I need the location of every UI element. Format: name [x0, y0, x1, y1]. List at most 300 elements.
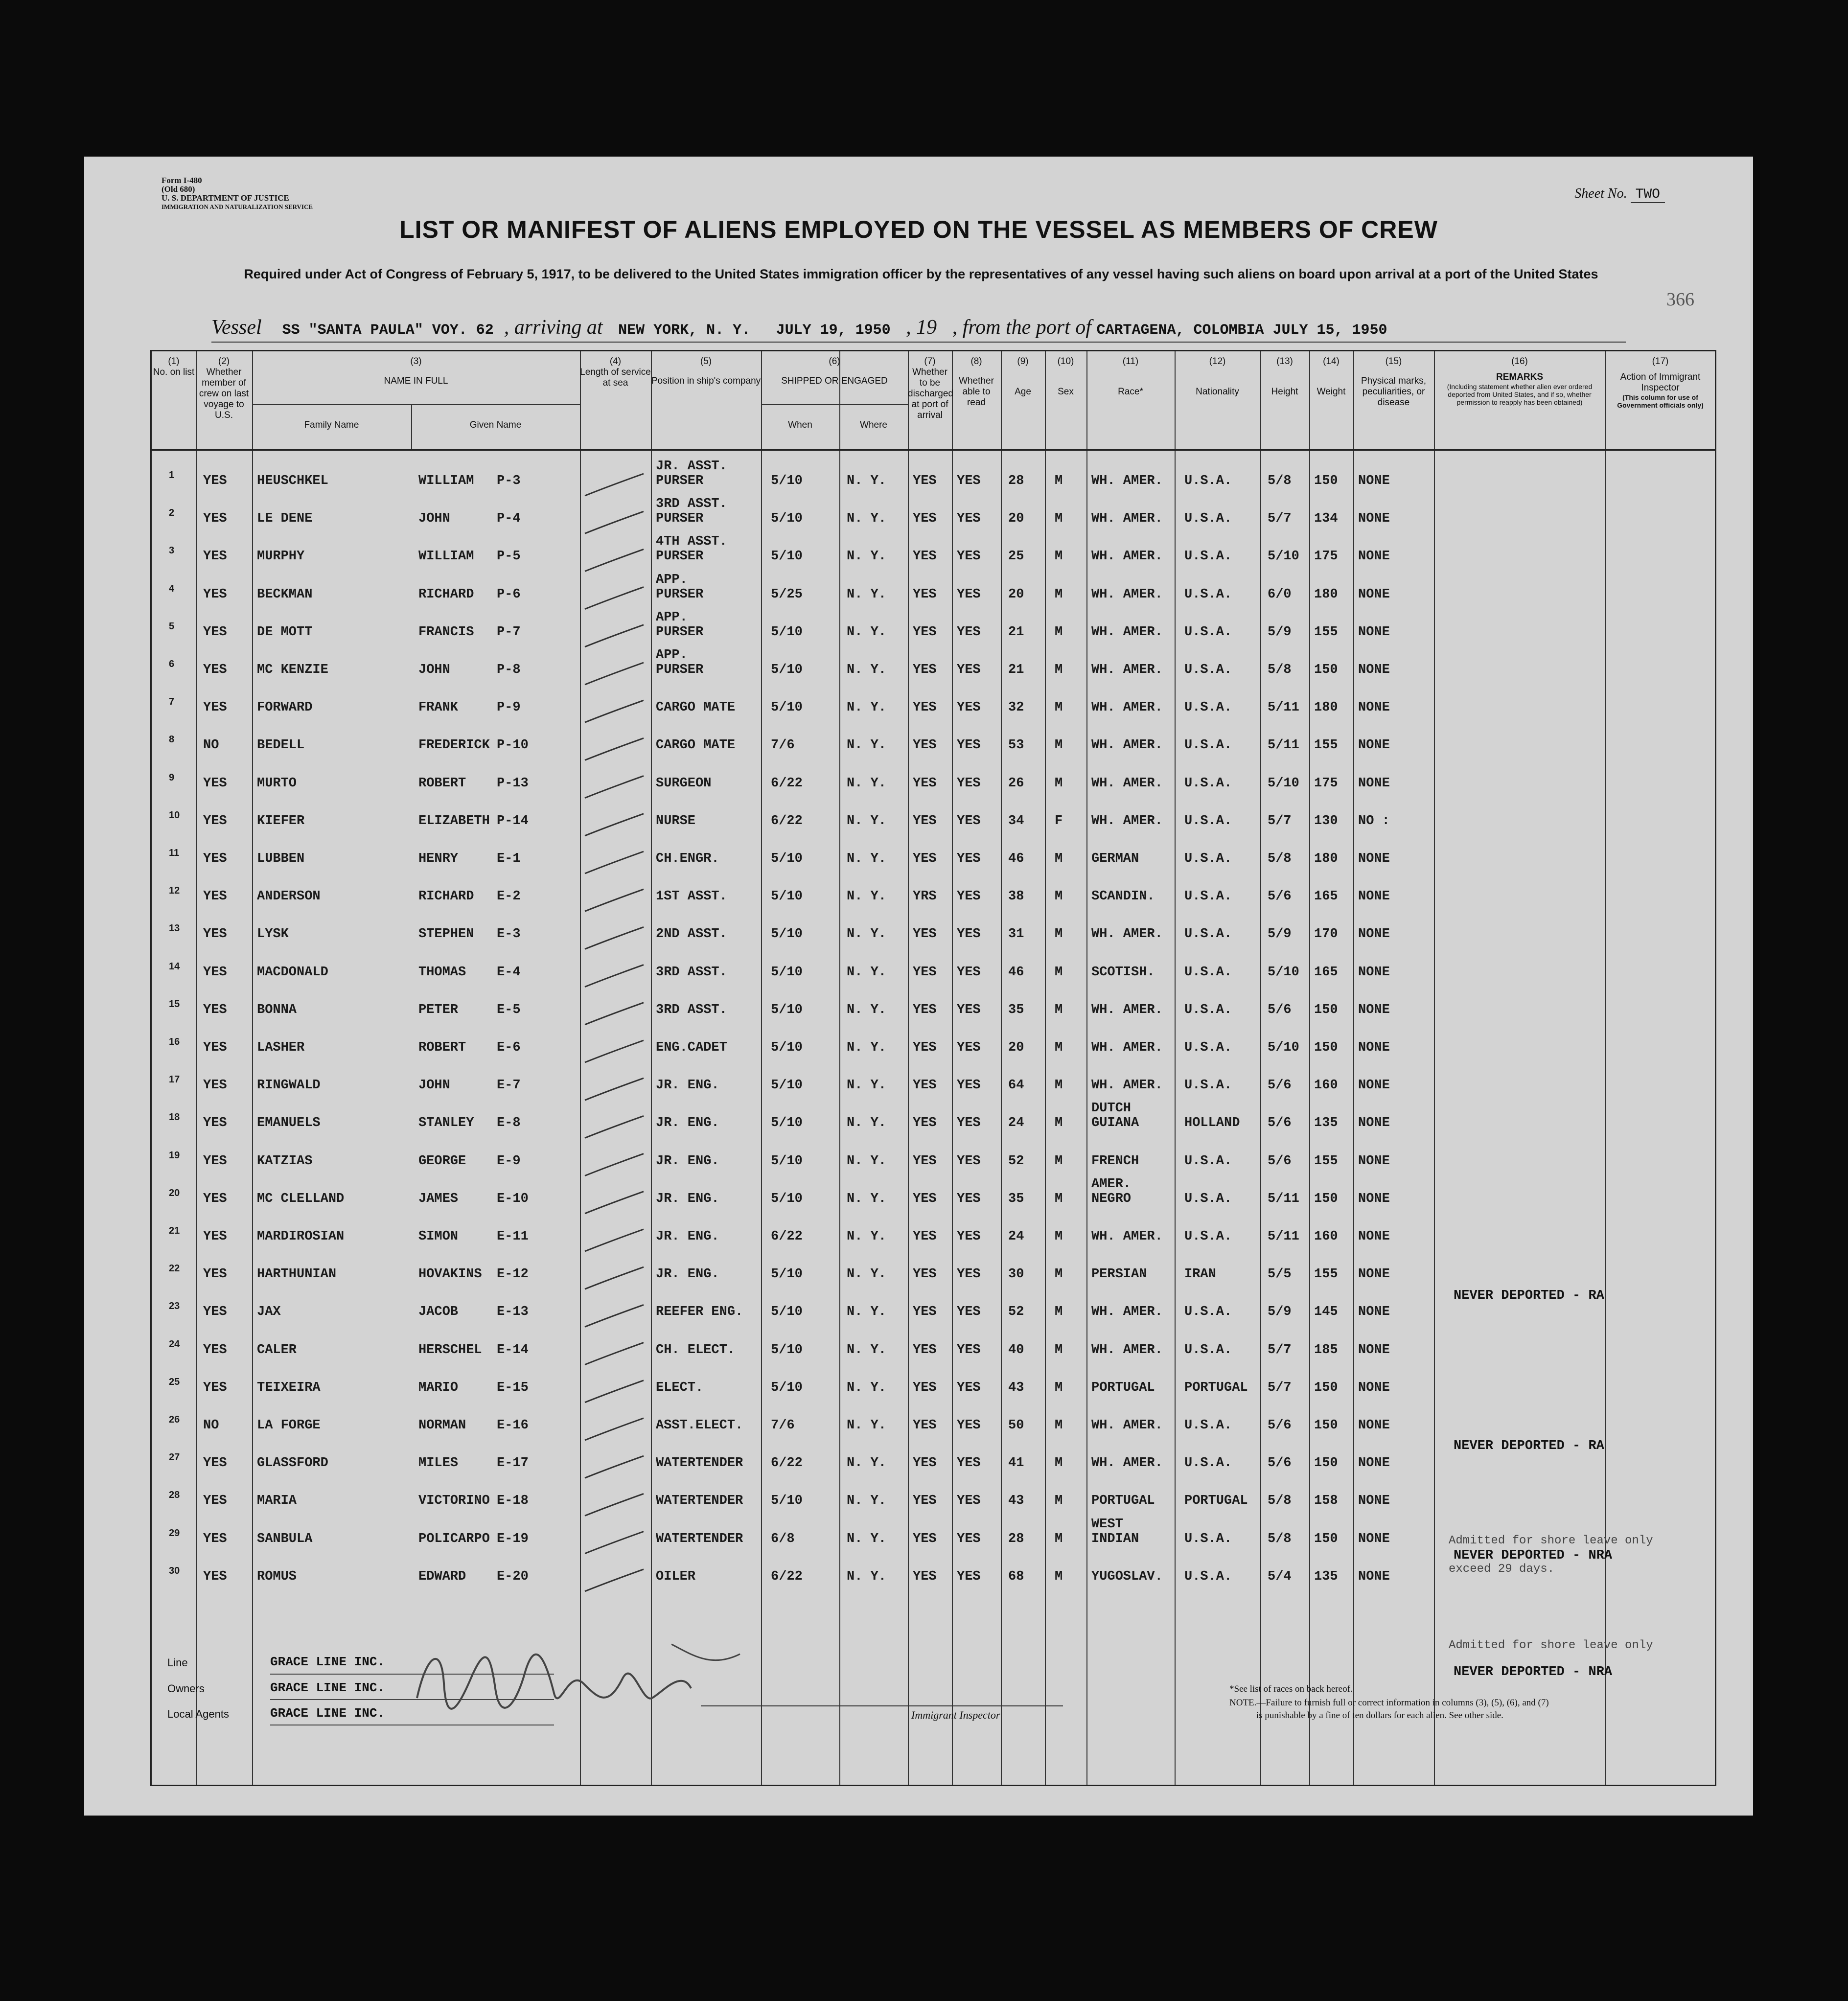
cell-marks: NONE [1358, 624, 1390, 640]
cell-prev: YES [203, 1305, 227, 1320]
cell-sex: F [1055, 813, 1063, 828]
cell-where: N. Y. [847, 511, 887, 527]
cell-when: 5/25 [771, 587, 803, 602]
cell-height: 5/7 [1268, 1380, 1292, 1395]
cell-position: 3RD ASST. [656, 497, 727, 512]
cell-read: YES [957, 1267, 981, 1282]
cell-marks: NONE [1358, 1342, 1390, 1357]
cell-given: WILLIAM [418, 549, 474, 564]
cell-marks: NONE [1358, 927, 1390, 942]
cell-discharged: YES [913, 1418, 937, 1433]
cell-read: YES [957, 587, 981, 602]
service-tick-mark [585, 1380, 644, 1403]
cell-position: 3RD ASST. [656, 965, 727, 980]
cell-given: ELIZABETH [418, 813, 490, 828]
cell-weight: 150 [1314, 663, 1338, 677]
cell-age: 41 [1008, 1456, 1024, 1471]
agents-label: Local Agents [167, 1708, 229, 1720]
service-tick-mark [585, 700, 644, 722]
cell-sex: M [1055, 1380, 1063, 1395]
cell-code: E-14 [497, 1342, 529, 1357]
cell-code: E-13 [497, 1305, 529, 1320]
cell-position: 3RD ASST. [656, 1002, 727, 1017]
cell-family: MURTO [257, 776, 297, 791]
cell-race: FRENCH [1091, 1153, 1139, 1169]
service-tick-mark [585, 625, 644, 647]
cell-code: P-5 [497, 549, 521, 564]
cell-age: 35 [1008, 1191, 1024, 1206]
cell-given: MILES [418, 1456, 459, 1471]
cell-when: 7/6 [771, 1418, 795, 1433]
cell-when: 6/22 [771, 813, 803, 828]
cell-given: FRANCIS [418, 624, 474, 640]
cell-when: 5/10 [771, 889, 803, 904]
cell-discharged: YES [913, 813, 937, 828]
cell-nationality: HOLLAND [1184, 1116, 1240, 1131]
cell-age: 38 [1008, 889, 1024, 904]
cell-sex: M [1055, 851, 1063, 866]
owners-underline [270, 1699, 554, 1700]
cell-given: THOMAS [418, 965, 466, 980]
cell-position-line2: PURSER [656, 663, 704, 677]
cell-given: JACOB [418, 1305, 459, 1320]
service-tick-mark [585, 1305, 644, 1327]
table-row [152, 1150, 1605, 1183]
cell-weight: 135 [1314, 1569, 1338, 1584]
cell-where: N. Y. [847, 813, 887, 828]
cell-weight: 180 [1314, 700, 1338, 715]
vessel-underline [211, 342, 1626, 343]
service-tick-mark [585, 474, 644, 496]
cell-age: 43 [1008, 1380, 1024, 1395]
header-prev-voyage: (2) Whether member of crew on last voyage to U.S. [199, 356, 249, 420]
cell-sex: M [1055, 511, 1063, 527]
cell-family: LA FORGE [257, 1418, 321, 1433]
cell-race: PERSIAN [1091, 1267, 1147, 1282]
cell-code: E-5 [497, 1002, 521, 1017]
line-underline [270, 1674, 554, 1675]
cell-family: JAX [257, 1305, 281, 1320]
cell-discharged: YES [913, 474, 937, 488]
cell-code: E-9 [497, 1153, 521, 1169]
cell-given: PETER [418, 1002, 459, 1017]
cell-weight: 170 [1314, 927, 1338, 942]
service-tick-mark [585, 738, 644, 760]
cell-marks: NO : [1358, 813, 1390, 828]
header-sex: (10) Sex [1057, 356, 1074, 397]
cell-discharged: YES [913, 1569, 937, 1584]
cell-discharged: YES [913, 1191, 937, 1206]
table-row [152, 734, 1605, 767]
cell-prev: YES [203, 1569, 227, 1584]
cell-where: N. Y. [847, 1305, 887, 1320]
cell-height: 5/5 [1268, 1267, 1292, 1282]
cell-position-line2: PURSER [656, 549, 704, 564]
cell-given: ROBERT [418, 1040, 466, 1055]
cell-no: 20 [169, 1187, 180, 1198]
arrival-date: JULY 19, 1950 [776, 322, 891, 339]
cell-no: 5 [169, 621, 175, 632]
cell-discharged: YRS [913, 889, 937, 904]
cell-nationality: U.S.A. [1184, 965, 1232, 980]
cell-position: REEFER ENG. [656, 1305, 743, 1320]
header-remarks: (16) REMARKS (Including statement whether alien ever ordered deported from United States, and if so, whether permission to reapply has been obtained) [1447, 356, 1593, 406]
cell-where: N. Y. [847, 776, 887, 791]
cell-marks: NONE [1358, 1078, 1390, 1093]
cell-discharged: YES [913, 1002, 937, 1017]
line-label: Line [167, 1656, 188, 1669]
cell-given: FREDERICK [418, 738, 490, 753]
cell-read: YES [957, 1078, 981, 1093]
cell-family: ANDERSON [257, 889, 321, 904]
cell-where: N. Y. [847, 1342, 887, 1357]
cell-height: 5/9 [1268, 1305, 1292, 1320]
cell-prev: NO [203, 1418, 219, 1433]
arriving-port: NEW YORK, N. Y. [618, 322, 751, 339]
cell-weight: 155 [1314, 1153, 1338, 1169]
cell-age: 32 [1008, 700, 1024, 715]
vessel-label: Vessel [211, 316, 262, 339]
cell-race: WH. AMER. [1091, 624, 1163, 640]
cell-sex: M [1055, 1153, 1063, 1169]
service-tick-mark [585, 1154, 644, 1176]
cell-prev: YES [203, 965, 227, 980]
cell-where: N. Y. [847, 1002, 887, 1017]
cell-no: 14 [169, 961, 180, 972]
cell-when: 5/10 [771, 1494, 803, 1509]
cell-sex: M [1055, 1078, 1063, 1093]
cell-read: YES [957, 1569, 981, 1584]
header-height: (13) Height [1271, 356, 1298, 397]
cell-marks: NONE [1358, 1569, 1390, 1584]
cell-sex: M [1055, 1267, 1063, 1282]
owners-label: Owners [167, 1682, 205, 1695]
cell-height: 5/8 [1268, 1494, 1292, 1509]
cell-marks: NONE [1358, 700, 1390, 715]
cell-discharged: YES [913, 663, 937, 677]
cell-age: 28 [1008, 1531, 1024, 1546]
table-row [152, 696, 1605, 730]
cell-code: P-6 [497, 587, 521, 602]
cell-read: YES [957, 813, 981, 828]
cell-where: N. Y. [847, 738, 887, 753]
service-tick-mark [585, 1532, 644, 1554]
cell-given: HOVAKINS [418, 1267, 482, 1282]
cell-when: 6/22 [771, 776, 803, 791]
cell-height: 5/6 [1268, 1002, 1292, 1017]
cell-height: 5/6 [1268, 1456, 1292, 1471]
cell-family: LE DENE [257, 511, 313, 527]
header-given-name: Given Name [469, 420, 522, 430]
cell-weight: 175 [1314, 549, 1338, 564]
cell-given: STANLEY [418, 1116, 474, 1131]
cell-marks: NONE [1358, 1191, 1390, 1206]
cell-where: N. Y. [847, 1078, 887, 1093]
cell-family: BECKMAN [257, 587, 313, 602]
service-tick-mark [585, 814, 644, 836]
cell-weight: 150 [1314, 1002, 1338, 1017]
cell-read: YES [957, 1116, 981, 1131]
cell-position: JR. ENG. [656, 1267, 719, 1282]
cell-code: E-4 [497, 965, 521, 980]
cell-position-line2: PURSER [656, 474, 704, 488]
cell-nationality: U.S.A. [1184, 511, 1232, 527]
cell-family: SANBULA [257, 1531, 313, 1546]
cell-height: 5/11 [1268, 738, 1299, 753]
cell-marks: NONE [1358, 1116, 1390, 1131]
cell-given: EDWARD [418, 1569, 466, 1584]
cell-read: YES [957, 889, 981, 904]
cell-when: 5/10 [771, 663, 803, 677]
races-note: *See list of races on back hereof. [1229, 1684, 1353, 1694]
cell-prev: YES [203, 927, 227, 942]
cell-read: YES [957, 965, 981, 980]
cell-read: YES [957, 700, 981, 715]
cell-no: 29 [169, 1527, 180, 1539]
cell-nationality: U.S.A. [1184, 889, 1232, 904]
cell-age: 35 [1008, 1002, 1024, 1017]
cell-code: E-3 [497, 927, 521, 942]
cell-race: WEST [1091, 1517, 1123, 1532]
cell-height: 5/11 [1268, 700, 1299, 715]
cell-discharged: YES [913, 1456, 937, 1471]
cell-discharged: YES [913, 738, 937, 753]
cell-age: 21 [1008, 624, 1024, 640]
cell-nationality: U.S.A. [1184, 1305, 1232, 1320]
header-weight: (14) Weight [1317, 356, 1346, 397]
cell-race: WH. AMER. [1091, 587, 1163, 602]
cell-code: E-20 [497, 1569, 529, 1584]
cell-prev: YES [203, 1002, 227, 1017]
cell-weight: 145 [1314, 1305, 1338, 1320]
from-port: CARTAGENA, COLOMBIA JULY 15, 1950 [1096, 322, 1387, 339]
cell-weight: 160 [1314, 1229, 1338, 1244]
cell-marks: NONE [1358, 1494, 1390, 1509]
cell-race: WH. AMER. [1091, 776, 1163, 791]
cell-prev: YES [203, 1456, 227, 1471]
cell-sex: M [1055, 1418, 1063, 1433]
table-row [152, 648, 1605, 692]
service-tick-mark [585, 1116, 644, 1138]
cell-when: 5/10 [771, 1380, 803, 1395]
cell-marks: NONE [1358, 889, 1390, 904]
cell-family: MC CLELLAND [257, 1191, 345, 1206]
cell-age: 24 [1008, 1116, 1024, 1131]
cell-race: WH. AMER. [1091, 1229, 1163, 1244]
cell-given: HENRY [418, 851, 459, 866]
cell-age: 24 [1008, 1229, 1024, 1244]
cell-nationality: U.S.A. [1184, 1153, 1232, 1169]
cell-position: 1ST ASST. [656, 889, 727, 904]
table-row [152, 885, 1605, 919]
service-tick-mark [585, 776, 644, 798]
cell-height: 5/10 [1268, 549, 1299, 564]
header-read: (8) Whether able to read [959, 356, 994, 408]
cell-marks: NONE [1358, 587, 1390, 602]
cell-when: 5/10 [771, 965, 803, 980]
cell-weight: 180 [1314, 587, 1338, 602]
cell-height: 5/6 [1268, 1153, 1292, 1169]
shipped-subheader-divider [761, 404, 908, 405]
cell-family: GLASSFORD [257, 1456, 328, 1471]
cell-position: 4TH ASST. [656, 534, 727, 550]
table-row [152, 497, 1605, 541]
cell-no: 3 [169, 545, 175, 556]
cell-age: 46 [1008, 965, 1024, 980]
cell-code: E-17 [497, 1456, 529, 1471]
table-row [152, 961, 1605, 994]
cell-read: YES [957, 624, 981, 640]
cell-where: N. Y. [847, 1191, 887, 1206]
cell-family: LASHER [257, 1040, 305, 1055]
header-discharged: (7) Whether to be discharged at port of arrival [908, 356, 953, 420]
table-row [152, 1176, 1605, 1221]
cell-discharged: YES [913, 1078, 937, 1093]
cell-nationality: U.S.A. [1184, 813, 1232, 828]
cell-sex: M [1055, 549, 1063, 564]
cell-weight: 150 [1314, 1456, 1338, 1471]
cell-family: TEIXEIRA [257, 1380, 321, 1395]
cell-family: BEDELL [257, 738, 305, 753]
cell-age: 43 [1008, 1494, 1024, 1509]
cell-where: N. Y. [847, 700, 887, 715]
cell-position: APP. [656, 610, 688, 625]
cell-position: SURGEON [656, 776, 712, 791]
cell-prev: YES [203, 1153, 227, 1169]
cell-position-line2: PURSER [656, 511, 704, 527]
cell-nationality: U.S.A. [1184, 624, 1232, 640]
cell-code: P-8 [497, 663, 521, 677]
cell-height: 5/7 [1268, 813, 1292, 828]
service-tick-mark [585, 1192, 644, 1214]
cell-position: APP. [656, 572, 688, 587]
cell-position: JR. ENG. [656, 1153, 719, 1169]
cell-family: KATZIAS [257, 1153, 313, 1169]
form-old-number: (Old 680) [162, 184, 195, 194]
cell-discharged: YES [913, 1305, 937, 1320]
table-row [152, 848, 1605, 881]
cell-no: 25 [169, 1376, 180, 1387]
cell-when: 5/10 [771, 851, 803, 866]
cell-nationality: U.S.A. [1184, 1456, 1232, 1471]
cell-discharged: YES [913, 1153, 937, 1169]
cell-no: 9 [169, 772, 175, 783]
cell-discharged: YES [913, 587, 937, 602]
cell-prev: YES [203, 1380, 227, 1395]
cell-discharged: YES [913, 927, 937, 942]
cell-given: MARIO [418, 1380, 459, 1395]
cell-read: YES [957, 738, 981, 753]
cell-no: 24 [169, 1338, 180, 1350]
remark-row-22: NEVER DEPORTED - RA [1454, 1439, 1604, 1453]
cell-discharged: YES [913, 1494, 937, 1509]
cell-read: YES [957, 1040, 981, 1055]
remark-row-28: NEVER DEPORTED - NRA [1454, 1665, 1613, 1679]
cell-discharged: YES [913, 1229, 937, 1244]
cell-when: 5/10 [771, 927, 803, 942]
cell-sex: M [1055, 1229, 1063, 1244]
cell-age: 28 [1008, 474, 1024, 488]
cell-prev: YES [203, 1078, 227, 1093]
table-row [152, 1338, 1605, 1372]
cell-no: 28 [169, 1490, 180, 1501]
cell-when: 7/6 [771, 738, 795, 753]
cell-given: JAMES [418, 1191, 459, 1206]
cell-marks: NONE [1358, 1267, 1390, 1282]
cell-position-line2: PURSER [656, 624, 704, 640]
cell-where: N. Y. [847, 624, 887, 640]
cell-position: JR. ASST. [656, 459, 727, 474]
cell-age: 20 [1008, 587, 1024, 602]
cell-code: E-11 [497, 1229, 529, 1244]
table-row [152, 1490, 1605, 1523]
cell-position: NURSE [656, 813, 696, 828]
cell-given: SIMON [418, 1229, 459, 1244]
cell-where: N. Y. [847, 1456, 887, 1471]
cell-code: E-19 [497, 1531, 529, 1546]
table-row [152, 610, 1605, 654]
cell-prev: YES [203, 776, 227, 791]
cell-code: P-9 [497, 700, 521, 715]
cell-discharged: YES [913, 1116, 937, 1131]
cell-race: AMER. [1091, 1176, 1132, 1192]
cell-nationality: U.S.A. [1184, 1342, 1232, 1357]
page-title: LIST OR MANIFEST OF ALIENS EMPLOYED ON THE VESSEL AS MEMBERS OF CREW [399, 216, 1438, 243]
cell-race: SCANDIN. [1091, 889, 1155, 904]
cell-position-line2: PURSER [656, 587, 704, 602]
remark-row-25-note: Admitted for shore leave only [1449, 1534, 1653, 1547]
cell-discharged: YES [913, 965, 937, 980]
cell-no: 2 [169, 507, 175, 519]
cell-weight: 130 [1314, 813, 1338, 828]
cell-weight: 158 [1314, 1494, 1338, 1509]
department-name: U. S. DEPARTMENT OF JUSTICE [162, 193, 289, 203]
cell-nationality: U.S.A. [1184, 663, 1232, 677]
cell-when: 5/10 [771, 1078, 803, 1093]
cell-sex: M [1055, 965, 1063, 980]
cell-race: WH. AMER. [1091, 1456, 1163, 1471]
cell-race: WH. AMER. [1091, 813, 1163, 828]
cell-family: DE MOTT [257, 624, 313, 640]
form-number: Form I-480 [162, 176, 202, 185]
service-tick-mark [585, 1418, 644, 1440]
cell-family: BONNA [257, 1002, 297, 1017]
cell-read: YES [957, 1191, 981, 1206]
cell-no: 7 [169, 696, 175, 708]
cell-when: 5/10 [771, 549, 803, 564]
cell-nationality: U.S.A. [1184, 1569, 1232, 1584]
remark-row-18: NEVER DEPORTED - RA [1454, 1288, 1604, 1303]
cell-code: P-10 [497, 738, 529, 753]
cell-height: 5/9 [1268, 624, 1292, 640]
cell-age: 50 [1008, 1418, 1024, 1433]
cell-race: WH. AMER. [1091, 738, 1163, 753]
cell-code: E-6 [497, 1040, 521, 1055]
cell-weight: 150 [1314, 1418, 1338, 1433]
cell-no: 21 [169, 1225, 180, 1236]
cell-position: JR. ENG. [656, 1229, 719, 1244]
cell-prev: YES [203, 474, 227, 488]
cell-when: 6/8 [771, 1531, 795, 1546]
cell-race: GERMAN [1091, 851, 1139, 866]
arriving-label: , arriving at [504, 316, 603, 339]
table-row [152, 772, 1605, 805]
cell-race-line2: GUIANA [1091, 1116, 1139, 1131]
cell-race: WH. AMER. [1091, 1305, 1163, 1320]
cell-marks: NONE [1358, 511, 1390, 527]
cell-when: 5/10 [771, 1040, 803, 1055]
penalty-note-2: is punishable by a fine of ten dollars for each alien. See other side. [1256, 1710, 1503, 1721]
